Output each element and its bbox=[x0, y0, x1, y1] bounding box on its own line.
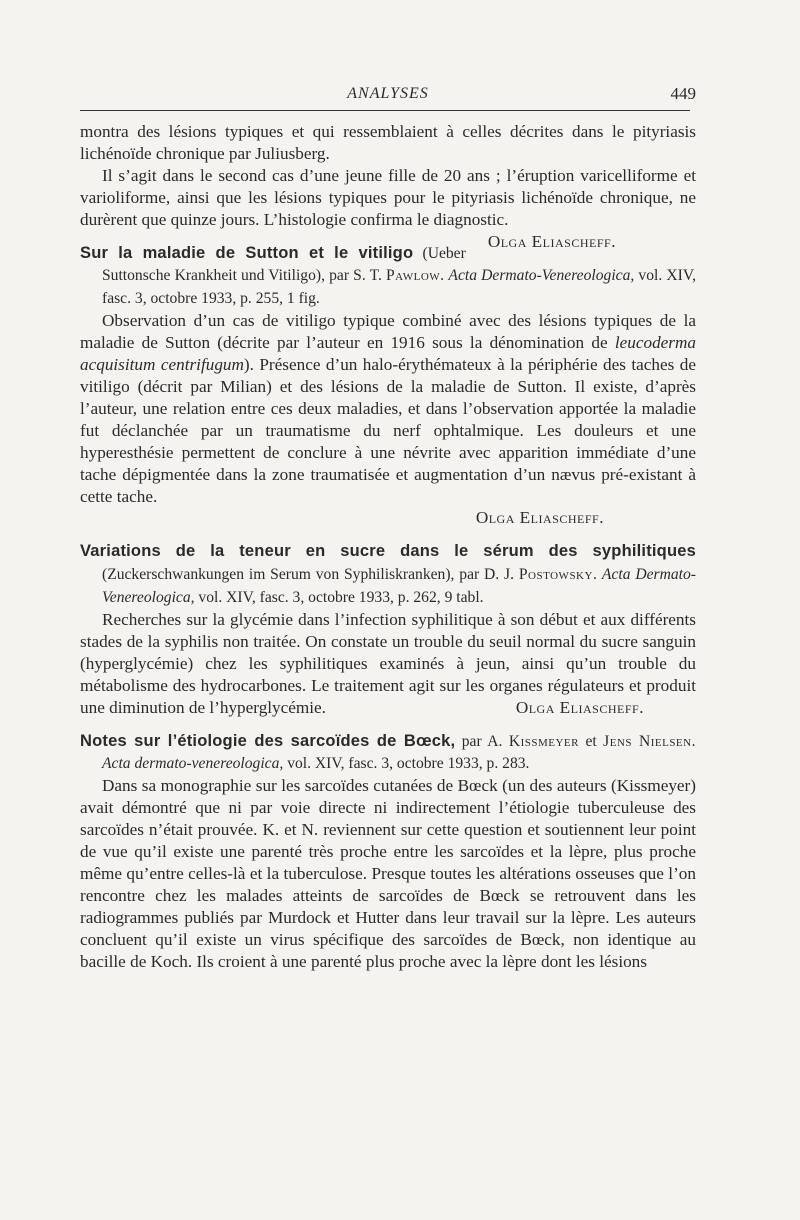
citation-prefix: (Zuckerschwankungen im Serum von Syphiliskranken), par D. J. bbox=[102, 566, 519, 584]
continuation-paragraph-2 bbox=[80, 165, 696, 251]
entry-body bbox=[80, 775, 696, 972]
review-entry bbox=[80, 730, 696, 973]
entry-author: Kissmeyer bbox=[508, 732, 579, 750]
entry-author-2: Jens Nielsen. bbox=[603, 732, 696, 750]
body-italic: leucoderma acquisitum centrifugum bbox=[80, 333, 696, 375]
entry-title: Sur la maladie de Sutton et le vitiligo bbox=[80, 243, 414, 262]
citation-prefix: (Ueber Suttonsche Krankheit und Vitiligo), par S. T. bbox=[102, 244, 466, 285]
entry-author: Postowsky. bbox=[518, 566, 598, 584]
entry-body bbox=[80, 310, 696, 507]
continuation-paragraph bbox=[80, 121, 696, 165]
citation-prefix: par A. bbox=[455, 732, 509, 750]
page-number: 449 bbox=[670, 84, 696, 103]
citation-suffix: vol. XIV, fasc. 3, octobre 1933, p. 255, 1 fig. bbox=[102, 267, 696, 308]
page-body bbox=[80, 121, 696, 973]
citation-suffix: vol. XIV, fasc. 3, octobre 1933, p. 262, 9 tabl. bbox=[194, 589, 484, 607]
citation-mid: et bbox=[579, 732, 604, 750]
body-text: Dans sa monographie sur les sarcoïdes cutanées de Bœck (un des auteurs (Kissmeyer) avait démontré que ni par voie directe ni indirectement l’étiologie tuberculeuse des sarcoïdes n’était prouvée. K. et N. reviennent sur cette question et soutiennent leur point de vue qu’il existe une parenté très proche entre les sarcoïdes et la lèpre, plus proche même qu’entre celles-là et la tuberculose. Presque toutes les altérations osseuses que l’on rencontre chez les malades atteints de sarcoïdes de Bœck se retrouvent dans les radiogrammes publiés par Murdock et Hutter dans leur travail sur la lèpre. Les auteurs concluent qu’il existe un virus spécifique des sarcoïdes de Bœck, non identique au bacille de Koch. Ils croient à une parenté plus proche avec la lèpre dont les lésions bbox=[80, 776, 696, 971]
journal-name: Acta Dermato-Venereologica, bbox=[102, 566, 696, 607]
entry-body bbox=[80, 609, 696, 719]
review-entry bbox=[80, 540, 696, 718]
continuation-body: Il s’agit dans le second cas d’une jeune fille de 20 ans ; l’éruption varicelliforme et varioliforme, ainsi que les lésions typiques pour le pityriasis lichénoïde chronique, ne durèrent que quinze jours. L’histologie confirma le diagnostic. bbox=[80, 165, 696, 229]
signature: Olga Eliascheff. bbox=[487, 231, 616, 251]
entry-citation bbox=[80, 540, 696, 609]
continuation-text: montra des lésions typiques et qui ressemblaient à celles décrites dans le pityriasis lichénoïde chronique par Juliusberg. bbox=[80, 122, 696, 163]
citation-suffix: vol. XIV, fasc. 3, octobre 1933, p. 283. bbox=[283, 755, 530, 773]
entry-citation bbox=[80, 730, 696, 776]
entry-title: Notes sur l’étiologie des sarcoïdes de Bœck, bbox=[80, 731, 456, 750]
header-rule bbox=[80, 110, 690, 111]
entry-title: Variations de la teneur en sucre dans le sérum des syphilitiques bbox=[80, 542, 696, 561]
body-text: Recherches sur la glycémie dans l’infection syphilitique à son début et aux différents stades de la syphilis non traitée. On constate un trouble du seuil normal du sucre sanguin (hyperglycémie) chez les syphilitiques examinés à jeun, ainsi qu’un trouble du métabolisme des hydrocarbones. Le traitement agit sur les organes régulateurs et produit une diminution de l’hyperglycémie. bbox=[80, 610, 696, 717]
body-part-2: ). Présence d’un halo-érythémateux à la périphérie des taches de vitiligo (décrit par Milian) et des lésions de la maladie de Sutton. Il existe, d’après l’auteur, une relation entre ces deux maladies, et dans l’observation apportée la maladie fut déclanchée par un traumatisme du nerf ophtalmique. Les douleurs et une hyperesthésie permettent de conclure à une névrite avec apparition immédiate d’une tache dépigmentée dans la zone traumatisée et augmentation d’un nævus pré-existant à cette tache. bbox=[80, 355, 696, 506]
entry-author: Pawlow. bbox=[386, 267, 445, 285]
running-header bbox=[80, 82, 696, 106]
journal-name: Acta dermato-venereologica, bbox=[102, 755, 284, 773]
signature-line bbox=[80, 507, 696, 529]
review-entry bbox=[80, 242, 696, 530]
body-part-1: Observation d’un cas de vitiligo typique combiné avec des lésions typiques de la maladie de Sutton (décrite par l’auteur en 1916 sous la dénomination de bbox=[80, 311, 696, 353]
signature: Olga Eliascheff. bbox=[515, 697, 644, 717]
signature: Olga Eliascheff. bbox=[475, 508, 604, 528]
running-title: ANALYSES bbox=[347, 85, 429, 102]
journal-name: Acta Dermato-Venereologica, bbox=[444, 267, 635, 285]
